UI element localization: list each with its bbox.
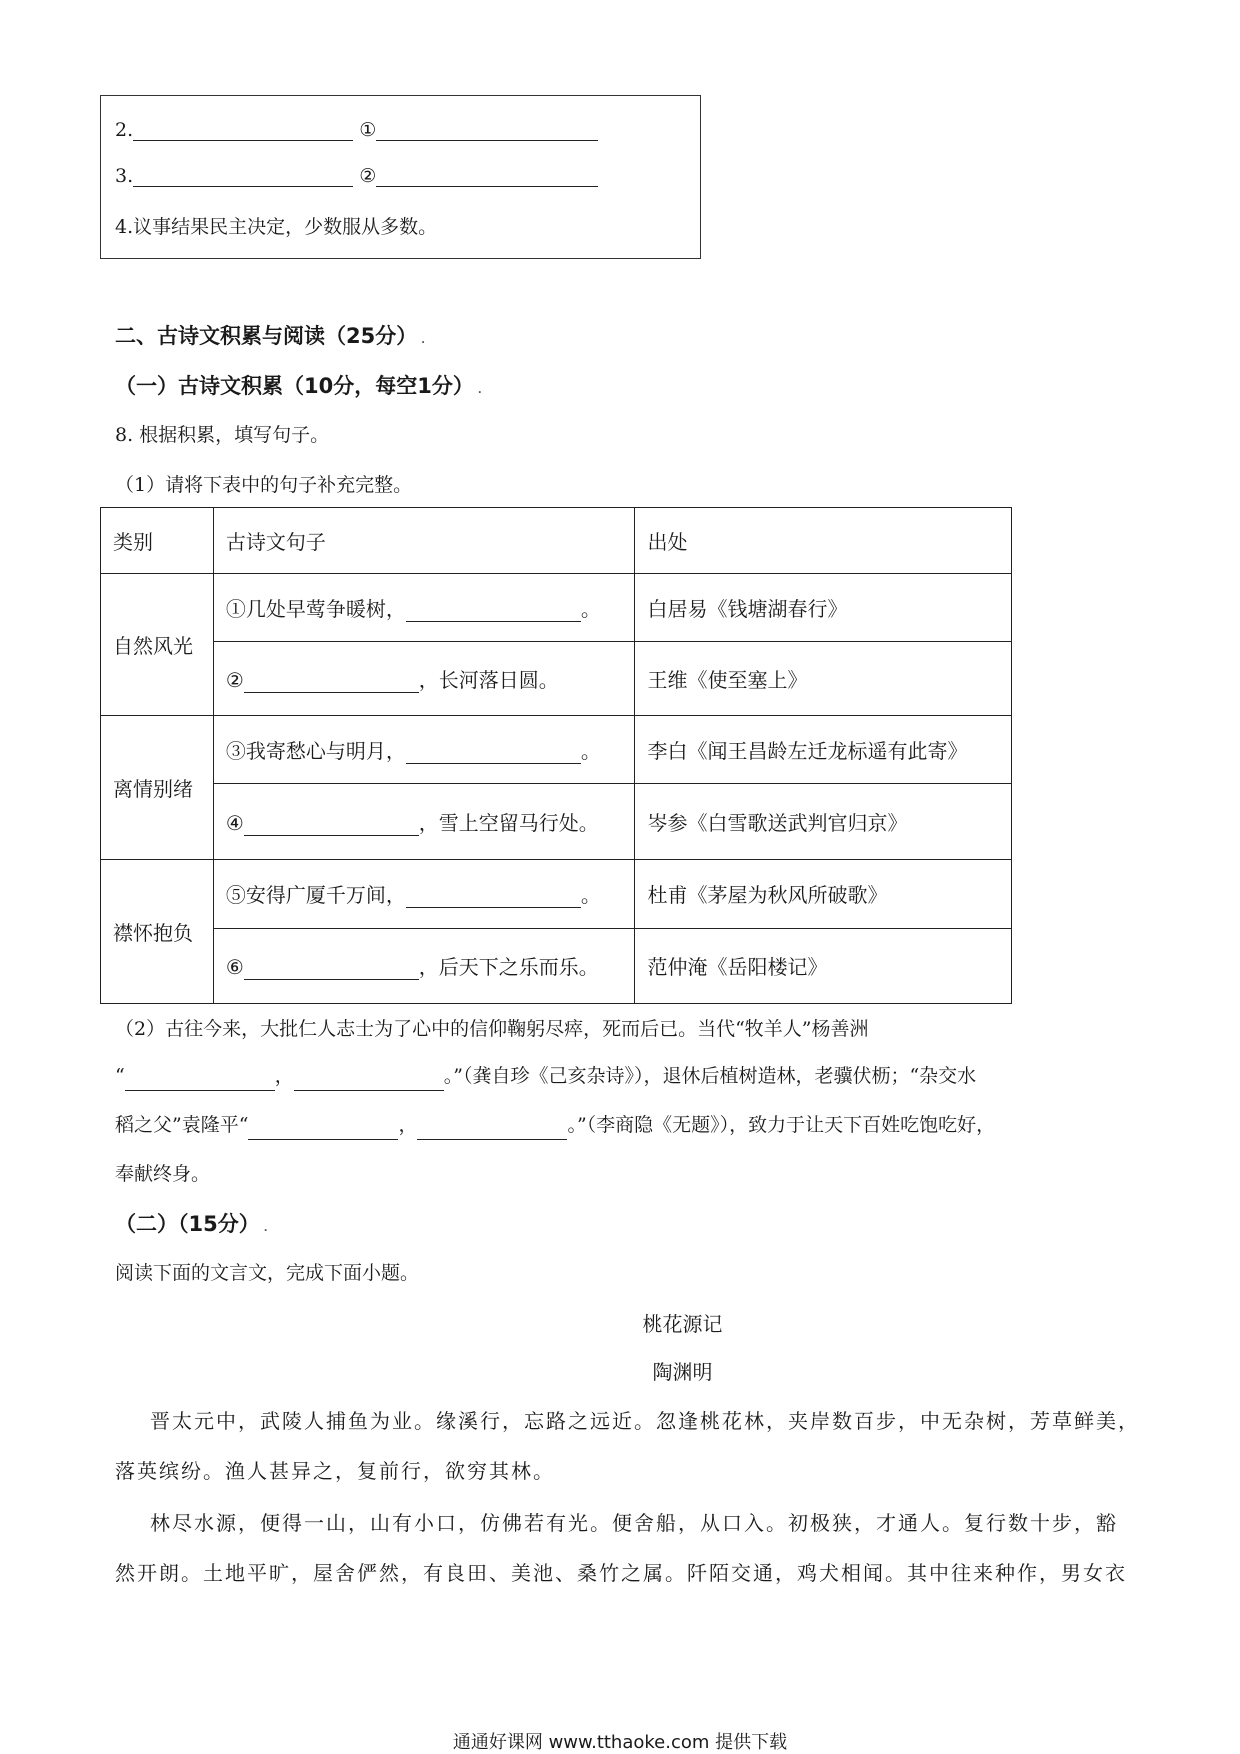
category-cell: 离情别绪 [101, 716, 214, 859]
sentence-cell [213, 642, 635, 716]
quote-open: “ [115, 1065, 125, 1087]
question-8: 8. 根据积累，填写句子。 [115, 424, 330, 446]
poem-table [100, 507, 1012, 1004]
source-cell: 杜甫《茅屋为秋风所破歌》 [635, 859, 1012, 928]
text-title: 桃花源记 [642, 1312, 723, 1336]
source-cell: 范仲淹《岳阳楼记》 [635, 928, 1012, 1003]
sentence-text: ，长河落日圆。 [418, 668, 559, 693]
sentence-text: ④ [225, 811, 244, 836]
source-cell: 白居易《钱塘湖春行》 [635, 574, 1012, 642]
footer-watermark: 通通好课网 www.tthaoke.com 提供下载 [452, 1732, 788, 1753]
table-row [101, 716, 1012, 784]
header-sentence: 古诗文句子 [213, 508, 635, 574]
reading-instruction: 阅读下面的文言文，完成下面小题。 [115, 1262, 420, 1284]
source-cell: 李白《闻王昌龄左迁龙标遥有此寄》 [635, 716, 1012, 784]
sentence-cell [213, 928, 635, 1003]
box-row-4: 4.议事结果民主决定，少数服从多数。 [115, 216, 438, 238]
line-text: 。”（龚自珍《己亥杂诗》），退休后植树造林，老骥伏枥；“杂交水 [443, 1065, 977, 1087]
paragraph-2-line1: 林尽水源，便得一山，山有小口，仿佛若有光。便舍船，从口入。初极狭，才通人。复行数十步，豁 [150, 1511, 1118, 1535]
answer-box [100, 95, 701, 259]
sentence-text: ⑤安得广厦千万间， [225, 883, 406, 908]
answer-blank[interactable] [376, 164, 598, 187]
sentence-text: 。 [580, 597, 601, 622]
question-8-1: （1）请将下表中的句子补充完整。 [115, 474, 413, 496]
sentence-text: 。 [580, 883, 601, 908]
source-cell: 王维《使至塞上》 [635, 642, 1012, 716]
subsection-title [115, 370, 482, 400]
answer-blank[interactable] [244, 670, 419, 693]
answer-blank[interactable] [248, 1117, 398, 1140]
category-cell: 自然风光 [101, 574, 214, 716]
subsection-2-title-dot: . [263, 1223, 268, 1234]
answer-blank[interactable] [244, 813, 419, 836]
answer-blank[interactable] [244, 957, 419, 980]
header-source: 出处 [635, 508, 1012, 574]
subsection-title-dot: . [477, 385, 482, 396]
section-title-dot: . [421, 335, 426, 346]
paragraph-2-line2: 然开朗。土地平旷，屋舍俨然，有良田、美池、桑竹之属。阡陌交通，鸡犬相闻。其中往来种作，男女衣 [115, 1561, 1127, 1585]
source-cell: 岑参《白雪歌送武判官归京》 [635, 784, 1012, 859]
section-title-text: 二、古诗文积累与阅读（25分） [115, 324, 418, 348]
row-2-mark: ① [359, 119, 377, 141]
text-author: 陶渊明 [652, 1360, 713, 1384]
table-row [101, 642, 1012, 716]
table-row [101, 784, 1012, 859]
sentence-text: ①几处早莺争暖树， [225, 597, 406, 622]
comma: ， [398, 1114, 418, 1136]
table-row [101, 574, 1012, 642]
answer-blank[interactable] [406, 599, 581, 622]
sentence-text: ，雪上空留马行处。 [418, 811, 599, 836]
sentence-text: ⑥ [225, 955, 244, 980]
sentence-cell [213, 784, 635, 859]
comma: ， [274, 1065, 294, 1087]
sentence-cell [213, 574, 635, 642]
answer-blank[interactable] [133, 164, 353, 187]
answer-blank[interactable] [133, 118, 353, 141]
header-category: 类别 [101, 508, 214, 574]
table-row [101, 928, 1012, 1003]
paragraph-1-line2: 落英缤纷。渔人甚异之，复前行，欲穷其林。 [115, 1459, 555, 1483]
subsection-title-text: （一）古诗文积累（10分，每空1分） [115, 374, 474, 398]
sentence-text: ，后天下之乐而乐。 [418, 955, 599, 980]
sentence-text: ② [225, 668, 244, 693]
answer-blank[interactable] [376, 118, 598, 141]
section-title [115, 320, 425, 350]
answer-blank[interactable] [125, 1068, 275, 1091]
category-cell: 襟怀抱负 [101, 859, 214, 1003]
row-3-mark: ② [359, 165, 377, 187]
sentence-cell [213, 859, 635, 928]
box-row-3 [115, 164, 598, 187]
sentence-text: ③我寄愁心与明月， [225, 739, 406, 764]
subsection-2-title [115, 1208, 268, 1238]
answer-blank[interactable] [294, 1068, 444, 1091]
sentence-cell [213, 716, 635, 784]
question-8-2-line1: （2）古往今来，大批仁人志士为了心中的信仰鞠躬尽瘁，死而后已。当代“牧羊人”杨善洲 [115, 1018, 869, 1040]
answer-blank[interactable] [417, 1117, 567, 1140]
table-header-row [101, 508, 1012, 574]
box-row-2 [115, 118, 598, 141]
answer-blank[interactable] [406, 741, 581, 764]
paragraph-1-line1: 晋太元中，武陵人捕鱼为业。缘溪行，忘路之远近。忽逢桃花林，夹岸数百步，中无杂树，芳草鲜美， [150, 1409, 1140, 1433]
answer-blank[interactable] [406, 885, 581, 908]
question-8-2-line4: 奉献终身。 [115, 1163, 211, 1185]
sentence-text: 。 [580, 739, 601, 764]
row-2-number: 2. [115, 119, 134, 141]
line-text: 。”（李商隐《无题》），致力于让天下百姓吃饱吃好， [567, 1114, 996, 1136]
question-8-2-line2 [115, 1061, 1135, 1091]
line-text: 稻之父”袁隆平“ [115, 1114, 249, 1136]
table-row [101, 859, 1012, 928]
question-8-2-line3 [115, 1110, 1135, 1140]
subsection-2-title-text: （二）（15分） [115, 1212, 260, 1236]
row-3-number: 3. [115, 165, 134, 187]
